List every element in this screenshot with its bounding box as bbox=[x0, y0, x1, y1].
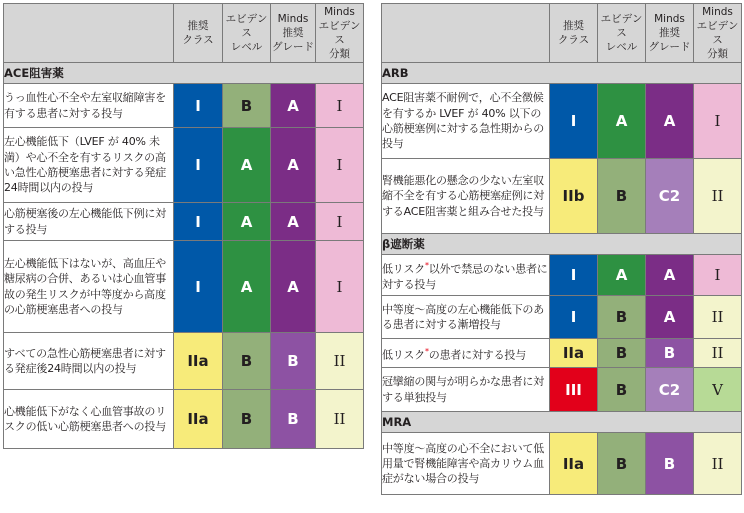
evidence-cell: B bbox=[598, 368, 646, 412]
row-description-part: の患者に対する投与 bbox=[428, 348, 526, 362]
row-description bbox=[382, 255, 550, 296]
row-description-part: 低リスク bbox=[382, 348, 425, 362]
header-minds-grade: Minds 推奨 グレード bbox=[271, 4, 316, 63]
grade-cell: A bbox=[646, 296, 694, 339]
evidence-cell: B bbox=[598, 296, 646, 339]
grade-cell: B bbox=[271, 333, 316, 390]
minds-evidence-cell: I bbox=[316, 84, 364, 128]
grade-cell: C2 bbox=[646, 368, 694, 412]
grade-cell: A bbox=[271, 241, 316, 333]
grade-cell: A bbox=[271, 203, 316, 241]
class-cell: IIb bbox=[550, 159, 598, 234]
row-description: 左心機能低下（LVEF が 40% 未満）や心不全を有するリスクの高い急性心筋梗塞患者に対する発症24時間以内の投与 bbox=[4, 128, 174, 203]
minds-evidence-cell: II bbox=[694, 296, 742, 339]
class-cell: IIa bbox=[550, 339, 598, 368]
evidence-cell: B bbox=[598, 339, 646, 368]
header-blank bbox=[4, 4, 174, 63]
grade-cell: B bbox=[646, 339, 694, 368]
section-title-beta-blocker: β遮断薬 bbox=[382, 234, 742, 255]
evidence-cell: B bbox=[223, 390, 271, 449]
row-description: ACE阻害薬不耐例で，心不全徴候を有するか LVEF が 40% 以下の心筋梗塞例に対する急性期からの投与 bbox=[382, 84, 550, 159]
asterisk-mark: * bbox=[424, 260, 429, 270]
row-description: 腎機能悪化の懸念の少ない左室収縮不全を有する心筋梗塞症例に対するACE阻害薬と組み合せた投与 bbox=[382, 159, 550, 234]
row-description bbox=[382, 339, 550, 368]
grade-cell: A bbox=[646, 84, 694, 159]
asterisk-mark: * bbox=[424, 346, 429, 356]
row-description: 心機能低下がなく心血管事故のリスクの低い心筋梗塞患者への投与 bbox=[4, 390, 174, 449]
row-description: 中等度〜高度の心不全において低用量で腎機能障害や高カリウム血症がない場合の投与 bbox=[382, 433, 550, 495]
evidence-cell: B bbox=[598, 159, 646, 234]
minds-evidence-cell: I bbox=[316, 203, 364, 241]
evidence-cell: B bbox=[223, 333, 271, 390]
table-row bbox=[382, 433, 742, 495]
header-minds-grade: Minds 推奨 グレード bbox=[646, 4, 694, 63]
minds-evidence-cell: II bbox=[316, 333, 364, 390]
grade-cell: B bbox=[271, 390, 316, 449]
table-row bbox=[382, 255, 742, 296]
header-recommendation-class: 推奨 クラス bbox=[174, 4, 223, 63]
row-description: 心筋梗塞後の左心機能低下例に対する投与 bbox=[4, 203, 174, 241]
class-cell: I bbox=[174, 128, 223, 203]
grade-cell: A bbox=[271, 128, 316, 203]
row-description: すべての急性心筋梗塞患者に対する発症後24時間以内の投与 bbox=[4, 333, 174, 390]
section-title-arb: ARB bbox=[382, 63, 742, 84]
header-evidence-level: エビデンス レベル bbox=[223, 4, 271, 63]
minds-evidence-cell: V bbox=[694, 368, 742, 412]
header-minds-evidence: Minds エビデンス 分類 bbox=[316, 4, 364, 63]
table-row bbox=[382, 339, 742, 368]
table-row bbox=[382, 368, 742, 412]
table-row bbox=[4, 390, 364, 449]
row-description-part: 低リスク bbox=[382, 262, 425, 276]
table-row bbox=[382, 159, 742, 234]
evidence-cell: B bbox=[598, 433, 646, 495]
class-cell: IIa bbox=[550, 433, 598, 495]
minds-evidence-cell: II bbox=[694, 433, 742, 495]
row-description: うっ血性心不全や左室収縮障害を有する患者に対する投与 bbox=[4, 84, 174, 128]
evidence-cell: A bbox=[223, 128, 271, 203]
class-cell: III bbox=[550, 368, 598, 412]
minds-evidence-cell: II bbox=[694, 159, 742, 234]
section-title-ace: ACE阻害薬 bbox=[4, 63, 364, 84]
class-cell: I bbox=[174, 203, 223, 241]
row-description: 左心機能低下はないが、高血圧や糖尿病の合併、あるいは心血管事故の発生リスクが中等度から高度の心筋梗塞患者への投与 bbox=[4, 241, 174, 333]
minds-evidence-cell: I bbox=[316, 241, 364, 333]
class-cell: I bbox=[174, 84, 223, 128]
header-recommendation-class: 推奨 クラス bbox=[550, 4, 598, 63]
row-description: 中等度〜高度の左心機能低下のある患者に対する漸増投与 bbox=[382, 296, 550, 339]
minds-evidence-cell: II bbox=[316, 390, 364, 449]
header-evidence-level: エビデンス レベル bbox=[598, 4, 646, 63]
table-row bbox=[4, 241, 364, 333]
table-row bbox=[4, 333, 364, 390]
evidence-cell: B bbox=[223, 84, 271, 128]
class-cell: IIa bbox=[174, 390, 223, 449]
minds-evidence-cell: I bbox=[316, 128, 364, 203]
evidence-cell: A bbox=[223, 203, 271, 241]
minds-evidence-cell: I bbox=[694, 255, 742, 296]
header-minds-evidence: Minds エビデンス 分類 bbox=[694, 4, 742, 63]
minds-evidence-cell: I bbox=[694, 84, 742, 159]
table-row bbox=[4, 128, 364, 203]
class-cell: I bbox=[174, 241, 223, 333]
table-row bbox=[4, 84, 364, 128]
row-description-part: 以外で禁忌のない患者に対する投与 bbox=[382, 262, 548, 291]
right-recommendation-table bbox=[381, 3, 742, 495]
class-cell: I bbox=[550, 84, 598, 159]
evidence-cell: A bbox=[598, 255, 646, 296]
minds-evidence-cell: II bbox=[694, 339, 742, 368]
table-row bbox=[382, 84, 742, 159]
table-row bbox=[4, 203, 364, 241]
table-row bbox=[382, 296, 742, 339]
grade-cell: A bbox=[646, 255, 694, 296]
grade-cell: B bbox=[646, 433, 694, 495]
class-cell: I bbox=[550, 255, 598, 296]
class-cell: IIa bbox=[174, 333, 223, 390]
grade-cell: C2 bbox=[646, 159, 694, 234]
evidence-cell: A bbox=[223, 241, 271, 333]
row-description: 冠攣縮の関与が明らかな患者に対する単独投与 bbox=[382, 368, 550, 412]
left-recommendation-table bbox=[3, 3, 364, 449]
header-blank bbox=[382, 4, 550, 63]
grade-cell: A bbox=[271, 84, 316, 128]
section-title-mra: MRA bbox=[382, 412, 742, 433]
class-cell: I bbox=[550, 296, 598, 339]
evidence-cell: A bbox=[598, 84, 646, 159]
